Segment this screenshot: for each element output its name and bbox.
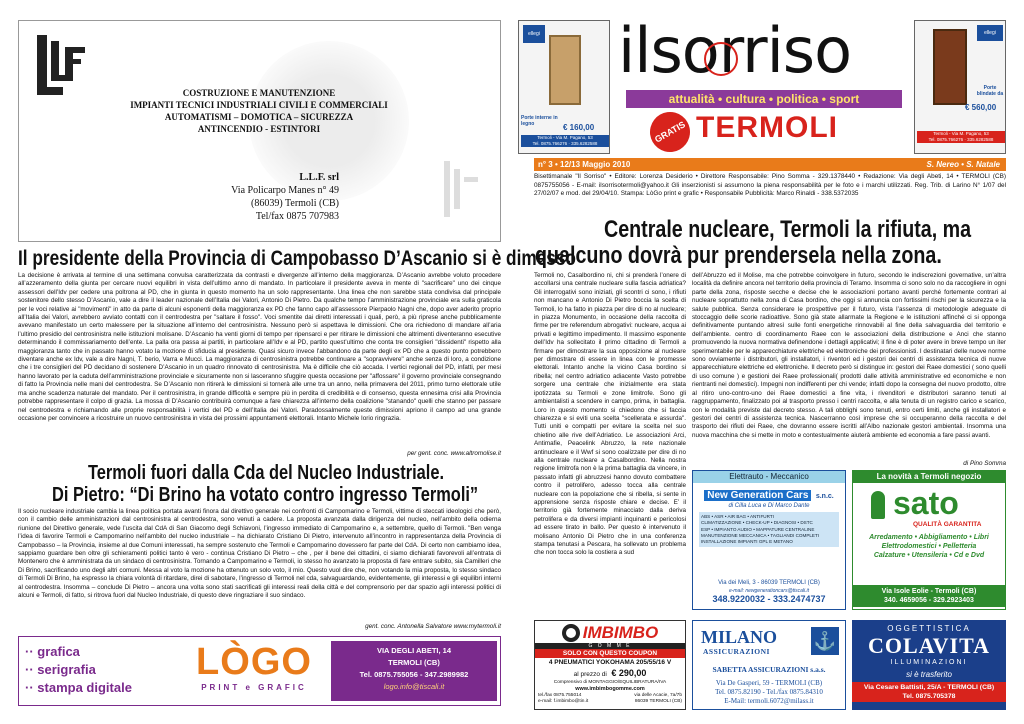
colavita-name: COLAVITA [867, 633, 991, 658]
llf-ad [18, 20, 501, 242]
title-sorriso: sorriso [650, 14, 852, 87]
masthead-title [618, 16, 908, 86]
newgen-owners: di Cilla Luca e Di Marco Dante [728, 503, 810, 509]
milano-tel: Tel. 0875.82190 - Tel./fax 0875.84310 [715, 688, 823, 696]
llf-phone: Tel/fax 0875 707983 [255, 211, 339, 222]
imbimbo-logo [535, 623, 685, 643]
issue-bar [534, 158, 1006, 171]
door-left-label: Porte interne in legno [521, 115, 558, 127]
issue-saints: S. Nereo • S. Natale [926, 160, 1000, 169]
milano-contact [693, 679, 845, 706]
imbimbo-street: via delle Acacie, 7a/7b [634, 693, 682, 698]
newgen-service-4: MANUTENZIONE MECCANICA • TAGLIANDI COMPLETI [701, 532, 820, 538]
newgen-service-2: CLIMATIZZAZIONE • CHECK-UP • DIAGNOSI • DSTC [701, 520, 813, 526]
llf-services [109, 87, 409, 135]
imbimbo-price-row [535, 667, 685, 680]
door-right-address: Termoli - Via M. Pagano, 53 [933, 131, 989, 136]
logo-tel: Tel. 0875.755056 - 347.2989982 [359, 670, 469, 679]
newgen-suffix: s.n.c. [815, 493, 834, 500]
colavita-address: Via Cesare Battisti, 25/A - TERMOLI (CB) [863, 684, 995, 691]
sato-name: sato [893, 485, 959, 521]
imbimbo-contact-left [538, 693, 588, 705]
milano-subtitle: ASSICURAZIONI [703, 647, 770, 656]
milano-agency: SABETTA ASSICURAZIONI s.a.s. [712, 665, 826, 674]
imbimbo-price-prefix: al prezzo di [573, 671, 607, 678]
logo-print-ad [18, 636, 501, 706]
newgen-header: Elettrauto - Meccanico [693, 471, 845, 483]
imbimbo-name: IMBIMBO [582, 623, 659, 642]
masthead [518, 14, 1006, 154]
imbimbo-price: € 290,00 [611, 668, 647, 678]
llf-logo [37, 35, 97, 115]
sato-tag: QUALITÀ GARANTITA [913, 521, 982, 528]
imbimbo-city: 86039 TERMOLI (CB) [634, 699, 682, 704]
article-left-body: La decisione è arrivata al termine di una settimana convulsa caratterizzata da contrasti e divergenze all’interno della maggioranza. D’Ascanio avrebbe voluto procedere all’azzeramento della giunta per cercare nuovi equilibri in vista dell’ultimo anno di mandato. In particolare il presidente aveva in mente di "sacrificare" uno dei cinque assessori dell’Idv per cedere una poltrona al PD, che in giunta in questo momento ha un solo rappresentante. Una linea che non sarebbe stata condivisa dal principale sostenitore dello stesso D’Ascanio, vale a dire il leader nazionale dell’Italia dei Valori, Antonio Di Pietro. Da qualche tempo l’amministrazione provinciale era sulla graticola per le voci relative ai "movimenti" in atto da parte di alcuni esponenti della maggioranza ex PD che fanno capo all’assessore Pierpaolo Nagni che, dopo aver aderito proprio all’Italia dei Valori, avrebbero avviato contatti con il centrodestra per "saltare il fosso". Voci smentite dai diretti interessati i quali, però, a più riprese anche pubblicamente avevano manifestato un certo malessere per la situazione all’interno del centrosinistra. Nessuno però si aspettava le dimissioni. Che ora richiedono di mandare all’aria l’ultimo presidio del centrosinistra nelle istituzioni molisane. D’Ascanio ha venti giorni di tempo per ripensarci e per ritirare le dimissioni che altrimenti diventeranno esecutive determinando il commissariamento dell’ente. La palla ora passa ai partiti, in particolare all’Idv e al PD, partito quest’ultimo che conta tre consiglieri "dissidenti" rispetto alla maggioranza tanto che in passato hanno votato la mozione di sfiducia al presidente. Quasi sicuro invece l’abbandono da parte degli ex PD che a questo punto potrebbero diventare anche ex Idv, vale a dire Nagni, T. berio, Varra e Mucci. La maggioranza di centrosinistra potrebbe continuare a "sopravvivere" anche senza di loro, a condizione che i tre consiglieri del PD decidano di sostenere D’Ascanio in un quadro rinnovato di centrosinistra. Ma è difficile che ciò accada. I vertici regionali del PD, infatti, per mesi hanno lavorato per la caduta dell’amministrazione provinciale e sicuramente non si lasceranno sfuggire questa occasione per "affossare" il governo provinciale consegnando di fatto la Provincia nelle mani del centrodestra. Se D’Ascanio non ritirerà le dimissioni si tornerà alle urne tra un anno, nella primavera del 2011, primo turno elettorale utile ma anche scadenza naturale del mandato. Per il centrosinistra, in grande difficoltà e sempre più in perdita di credibilità e di consenso, questa ennesima crisi alla Provincia potrebbe rappresentare il colpo di grazia. La mossa di D’Ascanio contribuirà comunque a fare chiarezza all’interno della coalizione "stanando" quelli che stanno per passare nel centrodestra e richiamando alle proprie responsabilità i vertici del PD e dell’Italia dei Valori. Paradossalmente queste dimissioni apriono il campo ad una grande occasione per convincere a ricostruire un nuovo centrosinistra in vista dei prossimi appuntamenti elettorali. Intanto Michele Iorio ringrazia. [18, 272, 501, 422]
colavita-ad [852, 620, 1006, 710]
door-right-contact [917, 131, 1005, 143]
sato-items [853, 533, 1005, 560]
article-right-headline-2: qualcuno dovrà pur prendersela nella zona. [535, 242, 942, 269]
sato-item-3: Calzature • Utensileria • Cd e Dvd [873, 552, 985, 559]
llf-line-4: ANTINCENDIO - ESTINTORI [197, 124, 321, 134]
newgen-contact [693, 579, 845, 603]
sato-address: Via Isole Eolie - Termoli (CB) [881, 588, 977, 595]
smile-icon [704, 42, 738, 76]
llf-contact [179, 171, 339, 223]
logo-contact [331, 641, 497, 701]
milano-email: E-Mail: termoli.6072@milass.it [724, 697, 814, 705]
door-right-tel: Tel. 0875.766276 · 335.6282588 [928, 137, 994, 142]
anchor-icon: ⚓ [811, 627, 839, 655]
credits: Bisettimanale "Il Sorriso" • Editore: Lorenza Desiderio • Direttore Responsabile: Pino Somma - 329.1378440 • Redazione: Via degli Abeti, 14 • TERMOLI (CB) 0875755056 - E-mail: ilsorrisotermoli@yahoo.it Gli inserzionisti si assumono la piena responsabilità per le foto e i marchi utilizzati. Reg. Trib. di Larino N° 1/07 del 27/02/07 e mod. del 29/04/10. Stampa: LòGo print e grafic • Responsabile Pubblicità: Marco Rinaldi - 338.5372035 [534, 173, 1006, 197]
sato-phone: 340. 4659056 - 329.2923403 [884, 597, 974, 604]
newgen-name: New Generation Cars [704, 490, 811, 501]
article-right-col2: dell’Abruzzo ed il Molise, ma che potrebbe coinvolgere in futuro, secondo le indiscrezioni governative, un’altra località da definire ancora nel territorio della provincia di Teramo. Insomma ci sono solo no da raccogliere in ogni parte della zona, risposte secche e decise che le associazioni portano avanti perché fortemente contrari al nucleare soprattutto nella zona di Casa bordino, che oggi si annuncia con fortissimi rischi per la sicurezza e la salute pubblica. Senza considerare le prospettive per il futuro, vista l’assenza di metodologie adeguate di stoccaggio delle scorie radioattive. Sono già state allarmate la Regione e le istituzioni affinché ci si opponga definitivamente puntando altresì sulle fonti energetiche rinnovabili al fine della salvaguardia del territorio e dell’ambiente. centro di coordinamento Raee con le associazioni della distribuzione e Anci che stanno promuovendo la nuova normativa definendone i dettagli applicativi; il fine è di poter avere in breve tempo un iter sperimentabile per le apparecchiature elettriche ed elettroniche dei professionisti. I destinatari delle nuove norme sono ovviamente i distributori, gli installatori, i riventori ed i gestori dei centri di assistenza tecnica di nuove apparecchiature elettriche ed elettroniche. Il decreto però si distingue in: gestori dei Raee domestici ( sono quelli di uso comune ) e gestioni dei Raee professionali( prodotti dalle attività amministrative ed economiche e non rientranti nei domestici). Impegni non indifferenti per chi vende; infatti dopo la consegna del nuovo prodotto, oltre al ritiro uno-contro-uno dei Raee domestici a fine vita, i rivenditori e distributori saranno tenuti al raggruppamento, finalizzato poi al trasporto presso i centri raccolta, e alla tenuta di un registro carico e scarico, con le modalità previste dal decreto stesso. A tali obblighi sono tenuti, entro certi limiti, anche gli installatori e gestori dei centri di assistenza tecnica. Nascerranno così imprese che si occuperanno della raccolta e del trasporto dei rifiuti dei Raee, che dovranno essere iscritti all’Albo nazionale gestori ambientali. Insomma una nuova macchina che si mette in moto e contestualmente aiuterà ambiente ed economia a fare passi avanti. [692, 272, 1006, 439]
newgen-phone: 348.9220032 - 333.2474737 [712, 594, 826, 604]
door-ad-left [518, 20, 610, 154]
article-right-headline-1: Centrale nucleare, Termoli la rifiuta, ma [604, 216, 972, 243]
sato-contact [853, 585, 1005, 607]
logo-sub: PRINT e GRAFIC [201, 683, 307, 692]
article-left2-signature: gent. conc. Antonella Salvatore www.mytermoli.it [365, 623, 501, 630]
newgen-service-3: ESP • IMPIANTO AUDIO • MAPPATURE CENTRALINE [701, 526, 815, 532]
gratis-badge: GRATIS [643, 105, 698, 160]
logo-email: logo.info@tiscali.it [383, 682, 445, 691]
door-left-price: € 160,00 [563, 123, 595, 132]
llf-line-1: COSTRUZIONE E MANUTENZIONE [182, 88, 336, 98]
newgen-email: e-mail: newgenerationcars@tiscali.it [728, 588, 810, 594]
ellegi-logo-left: ellegi [523, 25, 545, 43]
door-right-price: € 560,00 [965, 103, 997, 112]
llf-line-2: IMPIANTI TECNICI INDUSTRIALI CIVILI E COMMERCIALI [130, 100, 388, 110]
newgen-address: Via dei Meli, 3 - 86039 TERMOLI (CB) [718, 580, 820, 586]
service-stampa: ·· stampa digitale [25, 680, 132, 695]
llf-company: L.L.F. srl [299, 172, 339, 183]
llf-mark-icon [444, 161, 478, 217]
door-ad-right [914, 20, 1006, 154]
logo-wordmark: LÒGO [196, 641, 312, 683]
imbimbo-offer: 4 PNEUMATICI YOKOHAMA 205/55/16 V [548, 659, 672, 666]
imbimbo-contact [535, 693, 685, 705]
colavita-note: si è trasferito [906, 670, 952, 679]
logo-address: VIA DEGLI ABETI, 14 [376, 646, 452, 655]
service-grafica: ·· grafica [25, 644, 80, 659]
imbimbo-web: www.imbimbogomme.com [575, 686, 645, 692]
logo-city: TERMOLI (CB) [388, 658, 440, 667]
newgen-service-5: INSTALLAZIONE IMPIANTI GPL E METANO [701, 539, 793, 545]
article-left-headline: Il presidente della Provincia di Campobasso D’Ascanio si è dimesso [18, 247, 576, 270]
masthead-tagline: attualità • cultura • politica • sport [626, 90, 902, 108]
door-left-address: Termoli - Via M. Pagano, 53 [537, 135, 593, 140]
door-icon [549, 35, 581, 105]
llf-address-2: (86039) Termoli (CB) [251, 198, 339, 209]
sato-figure-icon [871, 491, 885, 519]
imbimbo-email: e-mail: f.imbimbo@tin.it [538, 699, 589, 704]
sato-item-1: Arredamento • Abbigliamento • Libri [869, 534, 989, 541]
tire-icon [562, 624, 580, 642]
newgen-service-1: ABS • ASR • AIR BAG • ANTIFURTI [701, 514, 774, 519]
colavita-tel: Tel. 0875.705378 [902, 693, 956, 700]
imbimbo-sub: G O M M E [535, 643, 685, 649]
article-left-signature: per gent. conc. www.altromolise.it [407, 450, 501, 457]
masthead-city: TERMOLI [696, 111, 838, 144]
sato-header: La novità a Termoli negozio [853, 471, 1005, 483]
llf-address-1: Via Policarpo Manes n° 49 [231, 185, 339, 196]
door-right-label: Porte blindate da [976, 85, 1004, 97]
logo-brand [189, 641, 319, 692]
door-right-icon [933, 29, 967, 105]
imbimbo-coupon: SOLO CON QUESTO COUPON [535, 649, 685, 658]
colavita-sub: ILLUMINAZIONI [890, 659, 968, 666]
imbimbo-contact-right [634, 693, 682, 705]
llf-line-3: AUTOMATISMI – DOMOTICA – SICUREZZA [164, 112, 354, 122]
ellegi-logo-right: ellegi [977, 25, 1003, 41]
newgen-services [699, 512, 839, 547]
imbimbo-tel: tel./fax 0875.755014 [538, 693, 582, 698]
newgen-ad [692, 470, 846, 610]
milano-title: MILANO [701, 627, 777, 647]
issue-number: n° 3 • 12/13 Maggio 2010 [538, 160, 631, 169]
colavita-contact [852, 682, 1006, 702]
title-il: il [618, 14, 651, 87]
milano-address: Via De Gasperi, 59 - TERMOLI (CB) [715, 679, 823, 687]
door-left-contact [521, 135, 609, 147]
sato-ad [852, 470, 1006, 610]
imbimbo-note: Comprensivo di MONTAGGIO/EQUILIBRATURA/IVA [553, 680, 667, 685]
article-right-col1: Termoli no, Casalbordino ni, chi si prenderà l’onere di accollarsi una centrale nucleare sulla fascia adriatica? Gli interrogativi sono iniziati, gli scontri ci sono, i rifiuti non mancano e Antonio Di Pietro boccia la scelta di Termoli, lo ha fatto in piazza per dire di no al nucleare; in piazza Monumento, in occasione della raccolta di firme per tre referendum abrogativi: nucleare, acqua ai privati e legittimo impedimento. Il massimo esponente dell’Idv ha sollecitato il primo cittadino di Termoli a firmare per dimostrare la sua opposizione al nucleare per dimostrare di essere in linea con le promesse elettorali. Intanto anche la vicino Casa bordino si ribella; nel centro adriatico adiacente Vasto potrebbe sorgere una centrale che inizialmente era stata ipotizzata su Termoli e zone limitrofe. Sono gli ambientalisti a scendere in campo, prima, in battaglia. Loro in questo momento si chiedono che si faccia chiarezza e si eviti una scelta "scellerata e assurda". Tutti uniti e compatti per evitare la scelta nel suo chietino alle rive dell’Adriatico. Le associazioni Arci, Antimafie, Peacelink Abruzzo, la rete nazionale antinucleare e il Wwf si sono coalizzate per dire di no alla centrale nucleare a Casalbordino. Nella nostra regione limitrofa non è la prima battaglia da vincere, in passato infatti gli abruzzesi hanno dovuto combattere contro il petrolifero, adesso tocca alla centrale nucleare con la popolazione che si ribella, si sente in apprensione senza risposte chiare e decise. E’ il territorio già fortemente minacciato dalla deriva petrolifera e da diversi impianti inquinanti e pericolosi ad essere tirato in ballo. Per questo è intervenuto il molisano Antonio Di Pietro che in una conferenza stampa tenutasi a Pescara, ha sollevato un problema che non tocca solo la costiera a sud [534, 272, 686, 557]
sato-item-2: Elettrodomestici • Pelletteria [881, 543, 977, 550]
service-serigrafia: ·· serigrafia [25, 662, 96, 677]
article-left2-body: Il socio nucleare industriale cambia la linea politica portata avanti finora dal direttivo generale nei confronti di Campomarino e Termoli, vittime di steccati ideologici che però, con il cambio delle amministrazioni dal centrosinistra al centrodestra, sono venuti a cadere. La proposta avanzata dalla dirigenza del nucleo, nell’ambito della odierna riunione del Direttivo generale, vede l’uscita dal CdA di San Giacomo degli Schiavoni, l’ingresso immediato di Campomarino e, a settembre, quello di Termoli. "Ben venga l’idea di favorire Termoli e Campomarino nell’ambito del nucleo industriale – ha dichiarato Cristiano Di Pietro, intervenuto all’incontro in rappresentanza della Provincia di Campobasso – la Provincia, insieme al due Comuni interessati, ha sempre sostenuto che Termoli e Campomarino dovessero far parte del CdA. Di certo non cambiamo idea, sappiamo guardare ben oltre gli schieramenti politici tanto è vero - continua Cristiano Di Pietro – che , per il bene dei cittadini, ci siamo dichiarati favorevoli all’entrata di Montenero che è amministrata da un sindaco di centrosinistra. Tornando a Campomarino e Termoli, io stesso ho avanzato la proposta di fare entrare subito, sia Camilleri che Di Brino, sacrificando uno degli altri comuni. Messa al voto la mozione ha ottenuto un solo voto, il mio. Questo vuol dire che, non votando la mia proposta, lo stesso sindaco di Termoli Di Brino, ha espresso la chiara volontà di ritardare, direi di sabotare, l’ingresso di Termoli nel cda, salvaguardando, evidentemente, gli interessi e gli equilibri interni al centrodestra. Insomma – conclude Di Pietro – ancora una volta sono stati sacrificati gli interessi reali della città e del comprensorio per dar spazio agli interessi politici di alcuni e Termoli, di fatto, si ritrova fuori dal Nucleo Industriale, di questo deve ringraziare il suo sindaco. [18, 508, 501, 600]
logo-services [25, 643, 195, 697]
door-left-tel: Tel. 0875.766276 · 335.6282588 [532, 141, 598, 146]
milano-ad [692, 620, 846, 710]
colavita-header: OGGETTISTICA [887, 624, 971, 633]
article-left2-headline-1: Termoli fuori dalla Cda del Nucleo Industriale. [88, 462, 445, 484]
article-right-signature: di Pino Somma [963, 460, 1006, 467]
newgen-name-row [693, 485, 845, 503]
article-left2-headline-2: Di Pietro: “Di Brino ha votato contro ingresso Termoli” [52, 484, 479, 506]
imbimbo-ad [534, 620, 686, 710]
